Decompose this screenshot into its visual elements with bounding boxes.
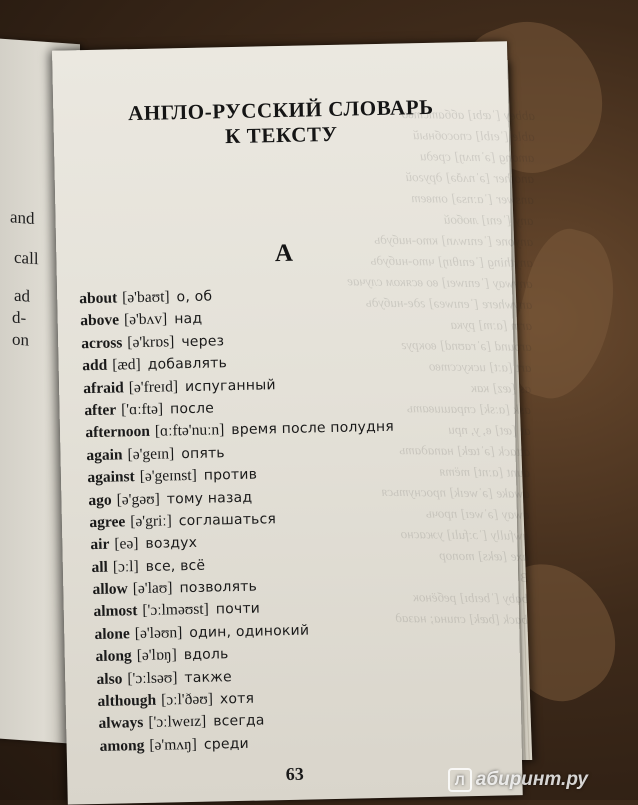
entry-word: across (81, 334, 123, 352)
entry-translation: опять (181, 444, 225, 462)
entry-word: among (99, 736, 145, 755)
entry-list (79, 279, 509, 758)
entry-translation: среди (203, 735, 250, 753)
entry-word: along (95, 647, 132, 666)
entry-translation: один, одинокий (189, 622, 310, 641)
entry-transcription: [ɔːl'ðəʊ] (160, 690, 214, 709)
entry-transcription: ['ɔːlməʊst] (142, 601, 209, 620)
entry-transcription: [ə'krɒs] (127, 333, 175, 352)
left-page-fragment: and (10, 207, 35, 229)
entry-transcription: [ə'lɒŋ] (136, 646, 177, 665)
entry-word: always (98, 714, 144, 733)
entry-translation: добавлять (147, 355, 228, 373)
entry-word: add (82, 356, 108, 375)
entry-translation: всегда (213, 712, 265, 730)
entry-transcription: [ɔːl] (112, 557, 139, 576)
entry-transcription: [ə'bʌv] (123, 310, 168, 329)
entry-word: almost (93, 602, 138, 621)
entry-translation: все, всё (145, 557, 206, 575)
entry-transcription: [ə'freɪd] (128, 377, 179, 396)
entry-translation: вдоль (183, 646, 229, 664)
entry-word: again (86, 446, 123, 464)
left-page-fragment: ad (14, 285, 31, 306)
entry-translation: испуганный (184, 376, 276, 395)
entry-transcription: [ə'griː] (130, 512, 172, 531)
entry-word: above (80, 311, 120, 330)
entry-word: agree (89, 513, 126, 531)
entry-translation: почти (215, 601, 261, 618)
entry-word: against (87, 468, 135, 487)
entry-translation: соглашаться (178, 511, 277, 530)
entry-translation: над (174, 311, 203, 328)
section-letter: А (274, 239, 294, 268)
entry-word: allow (92, 580, 128, 599)
entry-transcription: [ə'laʊ] (132, 579, 173, 598)
entry-translation: после (169, 400, 215, 418)
entry-word: also (96, 670, 123, 688)
entry-word: afraid (83, 378, 124, 397)
entry-translation: время после полудня (231, 419, 395, 439)
title-line: К ТЕКСТУ (224, 121, 338, 149)
left-page-fragment: call (14, 247, 39, 269)
watermark-text: абиринт.ру (475, 769, 588, 790)
entry-transcription: [ə'ləʊn] (134, 624, 183, 643)
entry-transcription: [ɑːftə'nuːn] (154, 421, 225, 441)
show-through-text: abbey [ˈæbɪ] аббатство able [ˈeɪbl] способный among [əˈmʌŋ] среди another [əˈnʌðə] другой answer [ˈɑːnsə] ответ any [ˈenɪ] любой anyone [ˈenɪwʌn] кто-нибудь anything [ˈenɪθɪŋ] что-нибудь anyway [ˈenɪweɪ] во всяком случае anywhere [ˈenɪweə] где-нибудь arm [ɑːm] рука around [əˈraʊnd] вокруг art [ɑːt] искусство as [æz] как ask [ɑːsk] спрашивать at [æt] в, у, при attack [əˈtæk] нападать aunt [ɑːnt] тётя awake [əˈweɪk] проснуться away [əˈweɪ] прочь awfully [ˈɔːfulɪ] ужасно axe [æks] топор B baby [ˈbeɪbɪ] ребёнок back [bæk] спина; назад (346, 106, 536, 627)
entry-word: all (91, 558, 109, 576)
title-line: АНГЛО-РУССКИЙ СЛОВАРЬ (127, 94, 434, 126)
page-title (53, 93, 509, 153)
labirint-logo-icon: Л (448, 768, 472, 792)
entry-word: although (97, 691, 157, 710)
entry-word: about (79, 289, 118, 308)
entry-transcription: [ə'mʌŋ] (149, 735, 198, 754)
entry-transcription: [ə'geɪnst] (139, 466, 197, 486)
left-page-fragment: on (12, 329, 29, 350)
entry-transcription: [æd] (112, 356, 141, 374)
entry-transcription: ['ɑːftə] (121, 400, 164, 419)
entry-translation: хотя (219, 690, 255, 708)
entry-translation: о, об (176, 288, 213, 306)
entry-transcription: [eə] (114, 535, 139, 553)
entry-word: afternoon (85, 423, 151, 442)
left-page-fragment: d- (12, 307, 27, 328)
entry-transcription: [ə'baʊt] (121, 288, 170, 307)
entry-translation: также (184, 668, 233, 686)
entry-transcription: ['ɔːlsəʊ] (127, 668, 178, 687)
entry-translation: тому назад (166, 489, 253, 507)
entry-word: alone (94, 625, 131, 643)
entry-transcription: ['ɔːlweɪz] (148, 713, 207, 732)
entry-word: ago (88, 491, 112, 509)
entry-transcription: [ə'gəʊ] (116, 490, 160, 509)
entry-transcription: [ə'geɪn] (127, 445, 175, 464)
entry-translation: воздух (145, 535, 198, 553)
page-number: 63 (285, 763, 304, 785)
entry-translation: позволять (179, 578, 258, 597)
entry-translation: через (181, 333, 225, 350)
entry-word: after (84, 401, 117, 420)
entry-word: air (90, 535, 110, 554)
labirint-watermark (448, 768, 588, 792)
entry-translation: против (203, 466, 258, 484)
